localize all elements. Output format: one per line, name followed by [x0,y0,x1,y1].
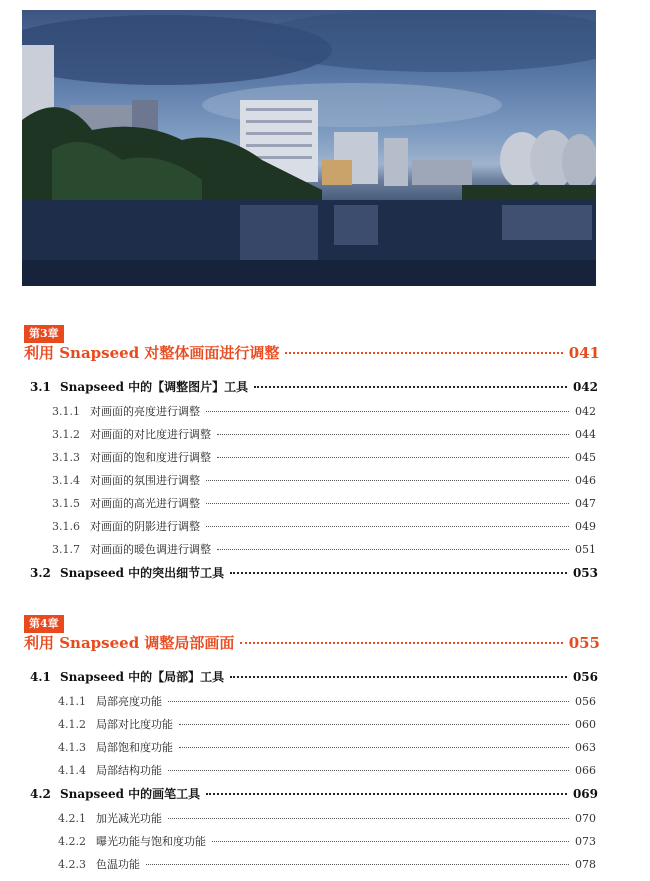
subsection-title: 色温功能 [96,858,140,871]
chapter-title: 利用 Snapseed 调整局部画面 [24,634,235,652]
chapter-title-row [24,632,600,653]
section-page: 053 [572,566,598,580]
subsection-number: 4.1.3 [58,741,86,754]
section-title: Snapseed 中的突出细节工具 [60,566,225,580]
subsection-number: 3.1.7 [52,543,80,556]
toc-section [30,378,598,395]
leader-dots [285,352,562,354]
waterfront-city-photo [22,10,596,286]
toc-subsection [58,762,596,778]
subsection-page: 078 [575,858,596,871]
toc-subsection [58,739,596,755]
subsection-title: 对画面的饱和度进行调整 [90,451,211,464]
subsection-title: 对画面的氛围进行调整 [90,474,200,487]
subsection-page: 066 [575,764,596,777]
leader-dots [206,793,567,795]
toc-subsection [52,541,596,557]
subsection-page: 046 [575,474,596,487]
subsection-number: 4.2.2 [58,835,86,848]
toc-subsection [52,495,596,511]
subsection-title: 加光减光功能 [96,812,162,825]
toc-subsection [52,403,596,419]
leader-dots [168,770,569,771]
subsection-title: 对画面的阴影进行调整 [90,520,200,533]
subsection-page: 044 [575,428,596,441]
toc-subsection [58,716,596,732]
subsection-title: 局部亮度功能 [96,695,162,708]
subsection-title: 局部饱和度功能 [96,741,173,754]
toc-subsection [58,693,596,709]
subsection-title: 局部结构功能 [96,764,162,777]
subsection-page: 042 [575,405,596,418]
leader-dots [168,818,569,819]
section-page: 069 [572,787,598,801]
section-title: Snapseed 中的【局部】工具 [60,670,225,684]
subsection-number: 4.1.2 [58,718,86,731]
subsection-number: 3.1.5 [52,497,80,510]
section-page: 056 [572,670,598,684]
subsection-number: 3.1.2 [52,428,80,441]
leader-dots [212,841,569,842]
toc-subsection [58,833,596,849]
subsection-title: 对画面的亮度进行调整 [90,405,200,418]
subsection-page: 056 [575,695,596,708]
toc-section [30,785,598,802]
chapter-title: 利用 Snapseed 对整体画面进行调整 [24,344,280,362]
section-title: Snapseed 中的【调整图片】工具 [60,380,249,394]
chapter-page: 041 [568,344,600,362]
subsection-page: 045 [575,451,596,464]
subsection-number: 3.1.6 [52,520,80,533]
chapter-page: 055 [568,634,600,652]
subsection-page: 070 [575,812,596,825]
chapter-badge: 第4章 [24,615,64,633]
section-number: 4.1 [30,670,51,684]
subsection-page: 047 [575,497,596,510]
subsection-page: 049 [575,520,596,533]
chapter-title-row [24,342,600,363]
toc-subsection [52,518,596,534]
section-number: 3.1 [30,380,51,394]
leader-dots [206,411,569,412]
subsection-title: 对画面的高光进行调整 [90,497,200,510]
subsection-page: 063 [575,741,596,754]
leader-dots [206,503,569,504]
leader-dots [168,701,569,702]
subsection-page: 060 [575,718,596,731]
subsection-number: 3.1.4 [52,474,80,487]
section-title: Snapseed 中的画笔工具 [60,787,201,801]
toc-subsection [52,449,596,465]
leader-dots [230,676,567,678]
subsection-page: 051 [575,543,596,556]
subsection-title: 曝光功能与饱和度功能 [96,835,206,848]
subsection-number: 4.2.3 [58,858,86,871]
subsection-number: 4.1.4 [58,764,86,777]
subsection-title: 对画面的对比度进行调整 [90,428,211,441]
leader-dots [217,434,569,435]
leader-dots [179,724,569,725]
section-page: 042 [572,380,598,394]
subsection-number: 4.1.1 [58,695,86,708]
leader-dots [179,747,569,748]
section-number: 4.2 [30,787,51,801]
toc-subsection [58,810,596,826]
toc-subsection [52,426,596,442]
chapter-block [24,612,604,652]
leader-dots [254,386,567,388]
subsection-number: 3.1.1 [52,405,80,418]
subsection-title: 局部对比度功能 [96,718,173,731]
leader-dots [230,572,567,574]
toc-section [30,668,598,685]
leader-dots [240,642,562,644]
subsection-number: 3.1.3 [52,451,80,464]
leader-dots [146,864,569,865]
toc-subsection [58,856,596,872]
chapter-block [24,322,604,362]
leader-dots [206,480,569,481]
toc-subsection [52,472,596,488]
section-number: 3.2 [30,566,51,580]
chapter-badge: 第3章 [24,325,64,343]
subsection-page: 073 [575,835,596,848]
subsection-number: 4.2.1 [58,812,86,825]
leader-dots [217,457,569,458]
leader-dots [206,526,569,527]
toc-section [30,564,598,581]
subsection-title: 对画面的暖色调进行调整 [90,543,211,556]
leader-dots [217,549,569,550]
